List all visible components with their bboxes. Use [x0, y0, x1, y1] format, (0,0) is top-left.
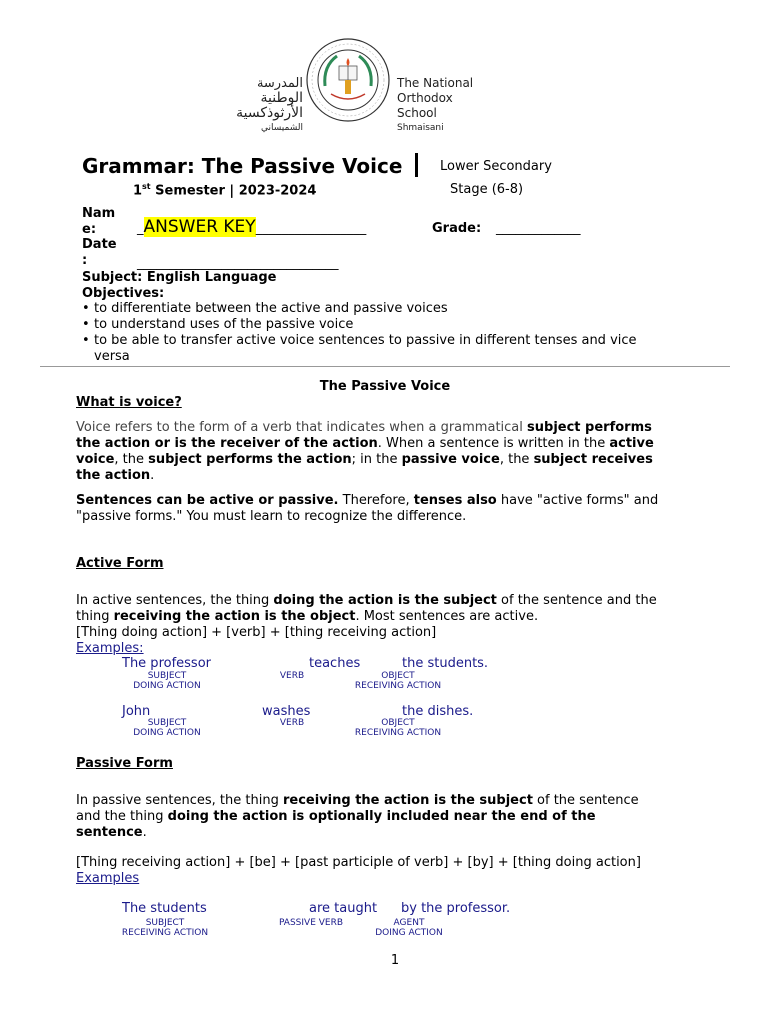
- passive-text: .: [142, 825, 147, 840]
- voice-def-line4: [76, 468, 716, 484]
- passive-formula: [Thing receiving action] + [be] + [past participle of verb] + [by] + [thing doing action]: [76, 855, 641, 870]
- active-text: In active sentences, the thing: [76, 593, 274, 608]
- voice-def-bold: the action or is the receiver of the action: [76, 436, 378, 451]
- semester-year: Semester | 2023-2024: [150, 183, 317, 199]
- active-ex1-verb-label: VERB: [279, 671, 305, 681]
- label-line: OBJECT: [381, 718, 415, 728]
- passive-text: of the sentence: [532, 793, 639, 808]
- voice-def-text: Voice refers to the form of a verb that indicates when a grammatical: [76, 420, 528, 435]
- passive-text: In passive sentences, the thing: [76, 793, 283, 808]
- passive-form-paragraph: [76, 793, 726, 841]
- voice-def-text: , the: [114, 452, 149, 467]
- stage-label: Stage (6-8): [450, 182, 524, 197]
- active-ex2-verb: washes: [262, 704, 311, 719]
- name-label-line2: e:: [82, 222, 97, 237]
- label-line: DOING ACTION: [133, 728, 201, 738]
- semester-number: 1: [133, 183, 143, 199]
- school-emblem-icon: [303, 36, 393, 124]
- active-ex1-subject: The professor: [122, 656, 211, 671]
- label-line: AGENT: [393, 918, 425, 928]
- active-line2: [76, 609, 726, 625]
- passive-form-heading: Passive Form: [76, 756, 173, 771]
- name-field-line: _________________: [255, 221, 367, 236]
- logo-english-line3: Shmaisani: [397, 123, 444, 133]
- voice-def-bold: active: [609, 436, 654, 451]
- section-divider: [40, 366, 730, 367]
- voice-def-text: . When a sentence is written in the: [377, 436, 610, 451]
- voice-def-line2: [76, 436, 716, 452]
- active-form-heading: Active Form: [76, 556, 164, 571]
- active-passive-text: have "active forms" and: [496, 493, 659, 508]
- label-line: RECEIVING ACTION: [354, 728, 442, 738]
- objectives-title: Objectives:: [82, 286, 165, 301]
- logo-arabic-line1: المدرسة: [256, 76, 303, 91]
- active-passive-paragraph: [76, 493, 726, 525]
- grade-label: Grade:: [432, 221, 482, 236]
- page-title: [82, 153, 418, 178]
- active-line1: [76, 593, 726, 609]
- passive-ex1-subject-label: [115, 918, 215, 938]
- voice-def-bold: subject performs the action: [148, 452, 352, 467]
- objective-item: • to be able to transfer active voice sentences to passive in different tenses and vice: [82, 333, 722, 349]
- voice-def-text: , the: [499, 452, 534, 467]
- logo-english-line1: The National: [397, 76, 474, 90]
- label-line: SUBJECT: [147, 671, 187, 681]
- passive-examples-label: Examples: [76, 871, 140, 886]
- active-ex1-object: the students.: [402, 656, 489, 671]
- label-line: OBJECT: [381, 671, 415, 681]
- label-line: RECEIVING ACTION: [354, 681, 442, 691]
- voice-def-bold: the action: [76, 468, 151, 483]
- active-passive-line1: [76, 493, 726, 509]
- page-number: 1: [390, 953, 400, 968]
- active-formula: [Thing doing action] + [verb] + [thing receiving action]: [76, 625, 437, 640]
- answer-key-highlight: ANSWER KEY: [143, 217, 256, 237]
- voice-def-text: ; in the: [351, 452, 402, 467]
- passive-line2: [76, 809, 726, 825]
- passive-line3: [76, 825, 726, 841]
- voice-def-text: .: [150, 468, 155, 483]
- passive-ex1-verb: are taught: [309, 901, 378, 916]
- objective-item: • to understand uses of the passive voice: [82, 317, 722, 333]
- semester-suffix: st: [142, 182, 151, 191]
- title-text: Grammar: The Passive Voice: [82, 154, 403, 178]
- active-passive-bold: tenses also: [413, 493, 497, 508]
- active-ex1-subject-label: [117, 671, 217, 691]
- grade-field[interactable]: _____________: [496, 221, 581, 236]
- label-line: RECEIVING ACTION: [121, 928, 209, 938]
- active-passive-text: Therefore,: [338, 493, 414, 508]
- objective-item-continuation: versa: [94, 349, 130, 364]
- voice-def-line1: [76, 420, 716, 436]
- active-ex1-verb: teaches: [309, 656, 361, 671]
- voice-definition-paragraph: [76, 420, 716, 484]
- active-ex2-object: the dishes.: [402, 704, 474, 719]
- name-label: [82, 206, 115, 238]
- passive-bold: sentence: [76, 825, 143, 840]
- active-ex2-verb-label: VERB: [279, 718, 305, 728]
- passive-ex1-agent: by the professor.: [401, 901, 511, 916]
- section-title: The Passive Voice: [319, 379, 451, 394]
- logo-english-name: [397, 76, 485, 136]
- objective-item: • to differentiate between the active and passive voices: [82, 301, 722, 317]
- passive-bold: doing the action is optionally included near the end of the: [167, 809, 596, 824]
- passive-line1: [76, 793, 726, 809]
- active-ex2-subject: John: [122, 704, 151, 719]
- active-form-paragraph: [76, 593, 726, 657]
- voice-def-bold: subject performs: [527, 420, 652, 435]
- date-label-line2: :: [82, 253, 88, 268]
- active-text: of the sentence and the: [496, 593, 657, 608]
- active-bold: doing the action is the subject: [273, 593, 497, 608]
- label-line: DOING ACTION: [375, 928, 443, 938]
- voice-def-bold: voice: [76, 452, 115, 467]
- active-ex2-object-label: [348, 718, 448, 738]
- voice-def-bold: passive voice: [401, 452, 500, 467]
- label-line: DOING ACTION: [133, 681, 201, 691]
- objectives-list: [82, 301, 722, 349]
- voice-def-bold: subject receives: [533, 452, 653, 467]
- title-separator: [415, 153, 418, 177]
- passive-ex1-agent-label: [359, 918, 459, 938]
- level-label: Lower Secondary: [440, 159, 552, 174]
- school-logo: [195, 36, 485, 133]
- logo-arabic-line3: الشميساني: [261, 123, 303, 133]
- passive-ex1-subject: The students: [122, 901, 207, 916]
- logo-arabic-line2: الوطنية الأرثوذكسية: [236, 90, 303, 121]
- logo-arabic-name: [195, 76, 303, 136]
- active-passive-bold: Sentences can be active or passive.: [76, 493, 339, 508]
- passive-bold: receiving the action is the subject: [282, 793, 533, 808]
- active-passive-line2: "passive forms." You must learn to recognize the difference.: [76, 509, 467, 524]
- date-label-line1: Date: [82, 237, 117, 252]
- what-is-voice-heading: What is voice?: [76, 395, 182, 410]
- semester-label: [133, 182, 316, 198]
- active-ex1-object-label: [348, 671, 448, 691]
- active-text: thing: [76, 609, 114, 624]
- passive-text: and the thing: [76, 809, 168, 824]
- active-text: . Most sentences are active.: [355, 609, 539, 624]
- label-line: SUBJECT: [147, 718, 187, 728]
- label-line: SUBJECT: [145, 918, 185, 928]
- passive-ex1-verb-label: PASSIVE VERB: [278, 918, 344, 928]
- voice-def-line3: [76, 452, 716, 468]
- date-label: [82, 237, 117, 269]
- logo-english-line2: Orthodox School: [397, 91, 453, 120]
- date-field[interactable]: _______________________________: [137, 256, 339, 271]
- active-examples-label: Examples:: [76, 641, 144, 656]
- name-field[interactable]: [137, 217, 366, 237]
- active-bold: receiving the action is the object: [113, 609, 356, 624]
- active-ex2-subject-label: [117, 718, 217, 738]
- name-label-line1: Nam: [82, 206, 116, 221]
- subject-line: Subject: English Language: [82, 270, 277, 285]
- name-field-prefix: _: [137, 221, 144, 236]
